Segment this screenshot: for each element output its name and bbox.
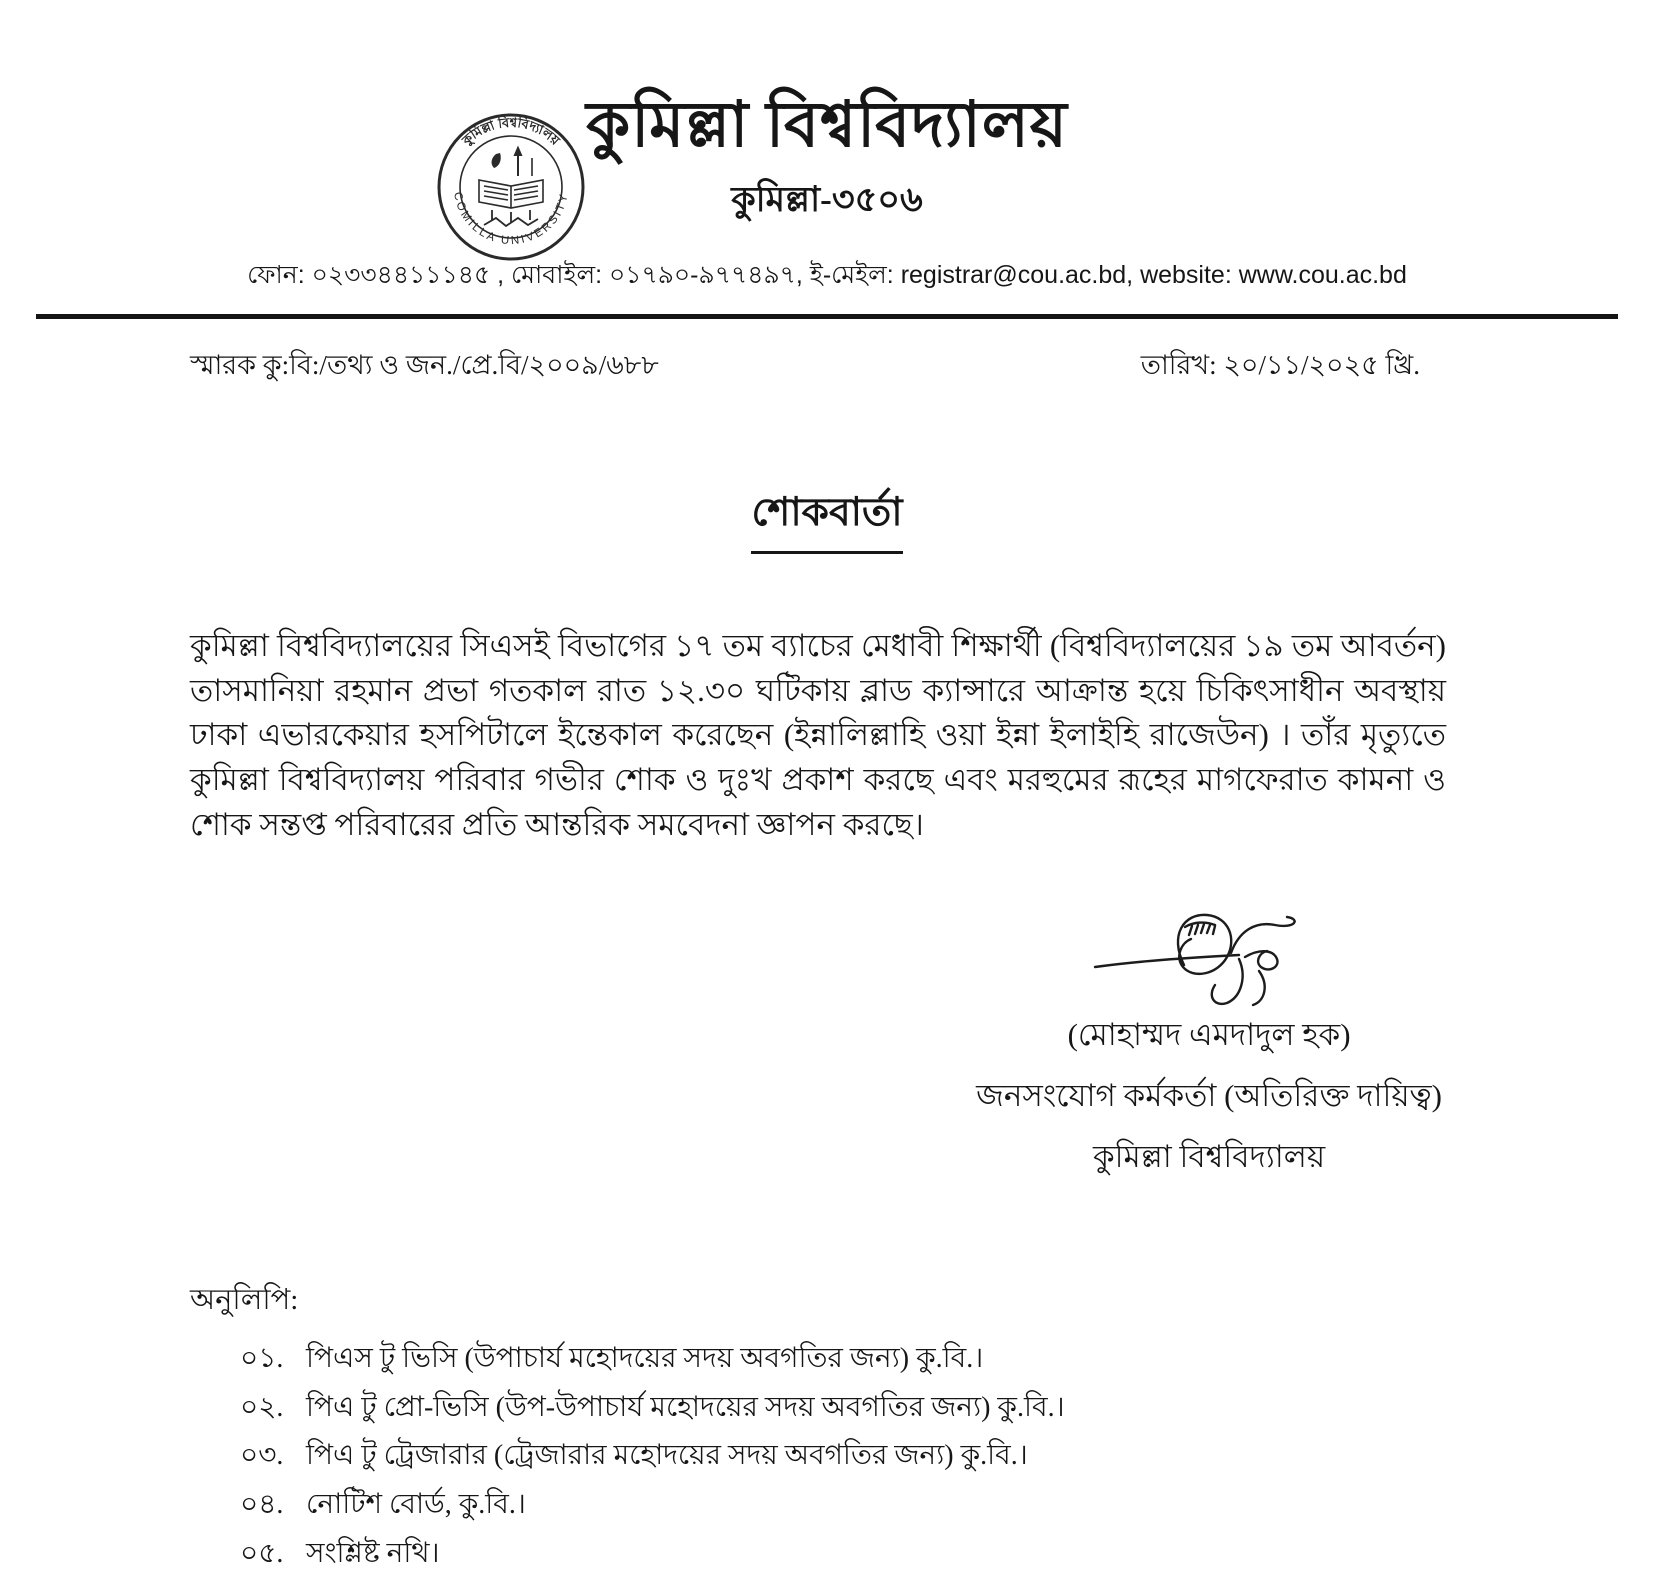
distribution-section	[190, 1277, 1654, 1570]
memo-date-row	[190, 345, 1420, 390]
list-item-text: পিএ টু ট্রেজারার (ট্রেজারার মহোদয়ের সদয় অবগতির জন্য) কু.বি.।	[306, 1440, 1028, 1472]
seal-book-icon	[479, 180, 543, 208]
letter-date: তারিখ: ২০/১১/২০২৫ খ্রি.	[1140, 350, 1420, 381]
seal-base-decoration	[484, 210, 538, 226]
list-item	[240, 1391, 1654, 1425]
handwritten-signature	[1089, 905, 1329, 1013]
notice-title: শোকবার্তা	[751, 482, 902, 554]
list-item-number: ০৫.	[240, 1537, 284, 1569]
signature-block	[976, 905, 1442, 1185]
list-item	[240, 1488, 1654, 1522]
list-item-number: ০২.	[240, 1391, 284, 1423]
list-item-text: সংশ্লিষ্ট নথি।	[306, 1537, 440, 1569]
list-item	[240, 1537, 1654, 1570]
signatory-designation: জনসংযোগ কর্মকর্তা (অতিরিক্ত দায়িত্ব)	[976, 1078, 1442, 1114]
seal-bottom-arc-text: COMILLA UNIVERSITY	[451, 191, 571, 248]
list-item	[240, 1439, 1654, 1473]
signatory-name: (মোহাম্মদ এমদাদুল হক)	[1067, 1017, 1351, 1053]
list-item-text: নোটিশ বোর্ড, কু.বি.।	[306, 1489, 526, 1521]
list-item-number: ০১.	[240, 1343, 284, 1375]
letterhead	[0, 0, 1654, 319]
memo-number: স্মারক কু:বি:/তথ্য ও জন./প্রে.বি/২০০৯/৬৮৮	[190, 350, 659, 381]
svg-text:কুমিল্লা বিশ্ববিদ্যালয়	[458, 114, 563, 150]
university-seal-logo	[434, 110, 588, 264]
list-item-text: পিএস টু ভিসি (উপাচার্য মহোদয়ের সদয় অবগতির জন্য) কু.বি.।	[306, 1343, 984, 1375]
university-location: কুমিল্লা-৩৫০৬	[731, 180, 923, 220]
distribution-items	[190, 1342, 1654, 1570]
list-item	[240, 1342, 1654, 1376]
seal-top-arc-text: কুমিল্লা বিশ্ববিদ্যালয়	[459, 114, 563, 148]
seal-torch-icon	[492, 148, 532, 176]
list-item-number: ০৩.	[240, 1440, 284, 1472]
header-divider	[36, 314, 1618, 319]
distribution-heading: অনুলিপি:	[190, 1284, 299, 1317]
signatory-organization: কুমিল্লা বিশ্ববিদ্যালয়	[1092, 1139, 1326, 1175]
university-name: কুমিল্লা বিশ্ববিদ্যালয়	[586, 90, 1068, 160]
list-item-text: পিএ টু প্রো-ভিসি (উপ-উপাচার্য মহোদয়ের সদয় অবগতির জন্য) কু.বি.।	[306, 1391, 1065, 1423]
notice-body: কুমিল্লা বিশ্ববিদ্যালয়ের সিএসই বিভাগের ১৭ তম ব্যাচের মেধাবী শিক্ষার্থী (বিশ্ববিদ্যালয়ের ১৯ তম আবর্তন) তাসমানিয়া রহমান প্রভা গতকাল রাত ১২.৩০ ঘটিকায় ব্লাড ক্যান্সারে আক্রান্ত হয়ে চিকিৎসাধীন অবস্থায় ঢাকা এভারকেয়ার হসপিটালে ইন্তেকাল করেছেন (ইন্নালিল্লাহি ওয়া ইন্না ইলাইহি রাজেউন) । তাঁর মৃত্যুতে কুমিল্লা বিশ্ববিদ্যালয় পরিবার গভীর শোক ও দুঃখ প্রকাশ করছে এবং মরহুমের রূহের মাগফেরাত কামনা ও শোক সন্তপ্ত পরিবারের প্রতি আন্তরিক সমবেদনা জ্ঞাপন করছে।	[190, 628, 1446, 842]
list-item-number: ০৪.	[240, 1489, 284, 1521]
contact-line: ফোন: ০২৩৩৪৪১১১৪৫ , মোবাইল: ০১৭৯০-৯৭৭৪৯৭, ই-মেইল: registrar@cou.ac.bd, website: www.cou.ac.bd	[247, 261, 1407, 290]
